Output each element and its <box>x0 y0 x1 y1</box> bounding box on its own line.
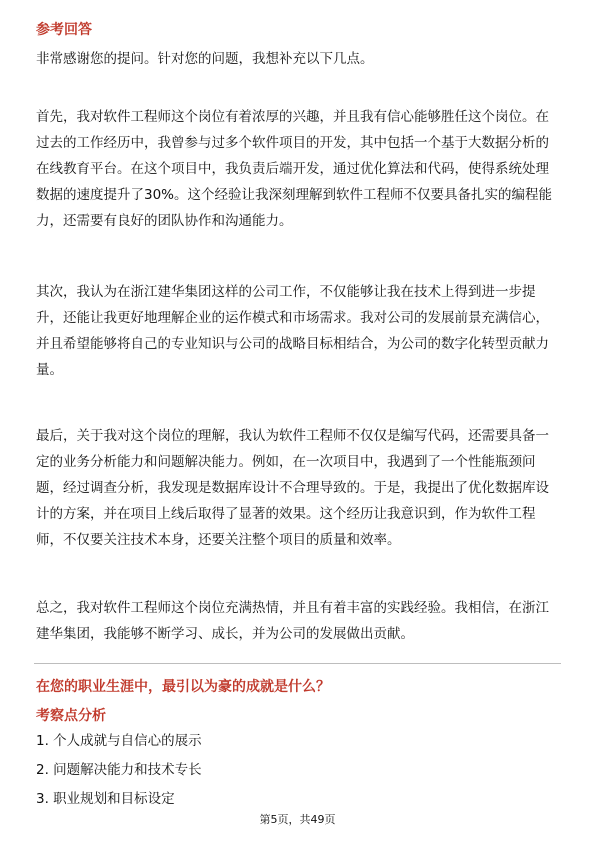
third-point-paragraph: 最后，关于我对这个岗位的理解，我认为软件工程师不仅仅是编写代码，还需要具备一定的业务分析能力和问题解决能力。例如，在一次项目中，我遇到了一个性能瓶颈问题，经过调查分析，我发现是数据库设计不合理导致的。于是，我提出了优化数据库设计的方案，并在项目上线后取得了显著的效果。这个经历让我意识到，作为软件工程师，不仅要关注技术本身，还要关注整个项目的质量和效率。 <box>36 428 549 548</box>
first-point-paragraph: 首先，我对软件工程师这个岗位有着浓厚的兴趣，并且我有信心能够胜任这个岗位。在过去的工作经历中，我曾参与过多个软件项目的开发，其中包括一个基于大数据分析的在线教育平台。在这个项目中，我负责后端开发，通过优化算法和代码，使得系统处理数据的速度提升了30%。这个经验让我深刻理解到软件工程师不仅要具备扎实的编程能力，还需要有良好的团队协作和沟通能力。 <box>36 109 553 229</box>
analysis-item: 1. 个人成就与自信心的展示 <box>36 733 202 749</box>
intro-paragraph: 非常感谢您的提问。针对您的问题，我想补充以下几点。 <box>36 51 374 67</box>
analysis-heading: 考察点分析 <box>36 708 106 724</box>
second-point-paragraph: 其次，我认为在浙江建华集团这样的公司工作，不仅能够让我在技术上得到进一步提升，还能让我更好地理解企业的运作模式和市场需求。我对公司的发展前景充满信心，并且希望能够将自己的专业知识与公司的战略目标相结合，为公司的数字化转型贡献力量。 <box>36 284 549 378</box>
analysis-item: 3. 职业规划和目标设定 <box>36 791 175 807</box>
analysis-item: 2. 问题解决能力和技术专长 <box>36 762 202 778</box>
page-number: 第5页，共49页 <box>259 813 336 826</box>
conclusion-paragraph: 总之，我对软件工程师这个岗位充满热情，并且有着丰富的实践经验。我相信，在浙江建华集团，我能够不断学习、成长，并为公司的发展做出贡献。 <box>36 600 549 642</box>
answer-heading: 参考回答 <box>36 22 92 38</box>
section-divider <box>34 663 561 664</box>
interview-question: 在您的职业生涯中，最引以为豪的成就是什么？ <box>36 679 330 695</box>
